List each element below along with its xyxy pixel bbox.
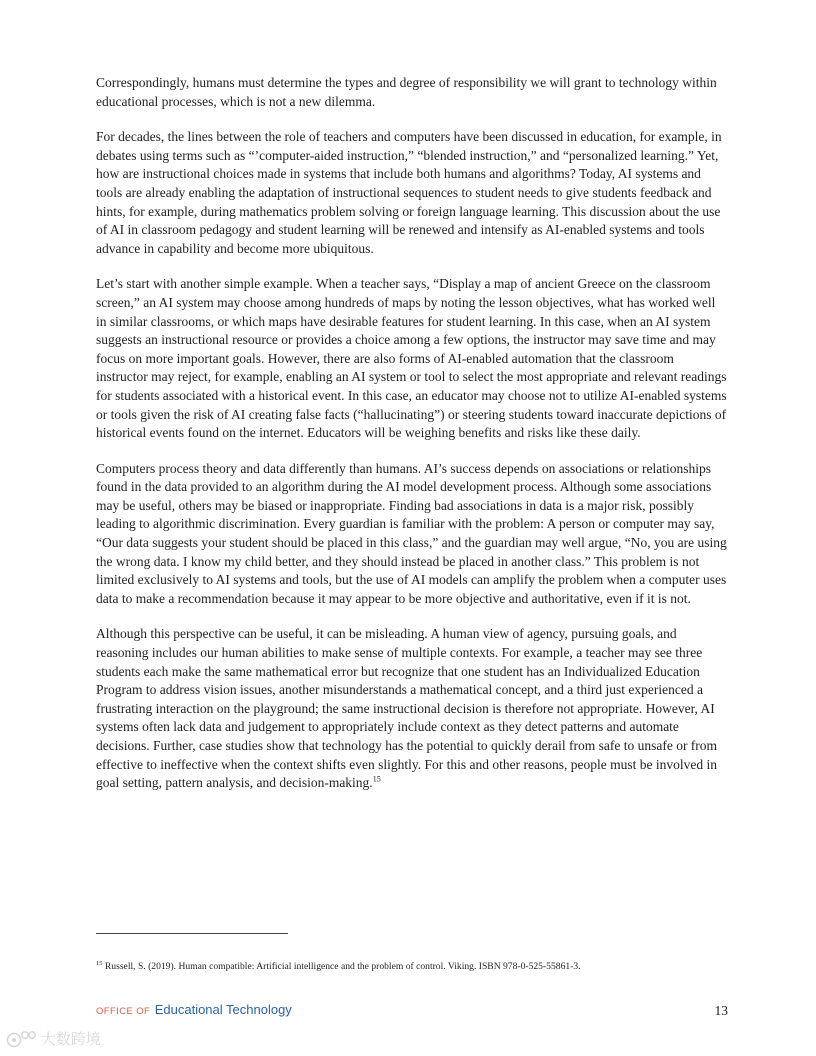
paragraph-2: For decades, the lines between the role of teachers and computers have been discussed in education, for example, in debates using terms such as “’computer-aided instruction,” “blended instruction,” and “personalized learning.” Yet, how are instructional choices made in systems that include both humans and algorithms? Today, AI systems and tools are already enabling the adaptation of instructional sequences to student needs to give students feedback and hints, for example, during mathematics problem solving or foreign language learning. This discussion about the use of AI in classroom pedagogy and student learning will be renewed and intensify as AI-enabled systems and tools advance in capability and become more ubiquitous. — [96, 129, 722, 256]
brand-prefix: OFFICE OF — [96, 1006, 151, 1017]
paragraph-3: Let’s start with another simple example. When a teacher says, “Display a map of ancient Greece on the classroom screen,” an AI system may choose among hundreds of maps by noting the lesson objectives, what has worked well in similar classrooms, or which maps have desirable features for student learning. In this case, when an AI system suggests an instructional resource or provides a choice among a few options, the instructor may save time and may focus on more important goals. However, there are also forms of AI-enabled automation that the classroom instructor may reject, for example, enabling an AI system or tool to select the most appropriate and relevant readings for students associated with a historical event. In this case, an educator may choose not to utilize AI-enabled systems or tools given the risk of AI creating false facts (“hallucinating”) or steering students toward inaccurate depictions of historical events found on the internet. Educators will be weighing benefits and risks like these daily. — [96, 276, 727, 441]
footnote-reference[interactable]: 15 — [372, 774, 381, 784]
body-text — [96, 74, 728, 810]
footnote — [96, 960, 736, 973]
footnote-number: 15 — [96, 959, 103, 967]
page-number: 13 — [714, 1003, 728, 1018]
paragraph-4: Computers process theory and data differently than humans. AI’s success depends on associations or relationships found in the data provided to an algorithm during the AI model development process. Although some associations may be useful, others may be biased or inappropriate. Finding bad associations in data is a major risk, possibly leading to algorithmic discrimination. Every guardian is familiar with the problem: A person or computer may say, “Our data suggests your student should be placed in this class,” and the guardian may well argue, “No, you are using the wrong data. I know my child better, and they should instead be placed in another class.” This problem is not limited exclusively to AI systems and tools, but the use of AI models can amplify the problem when a computer uses data to make a recommendation because it may appear to be more objective and authoritative, even if it is not. — [96, 460, 727, 606]
footnote-divider — [96, 933, 288, 934]
watermark-logo-icon — [6, 1030, 36, 1048]
watermark-text: 大数跨境 — [40, 1030, 101, 1048]
office-brand-logo — [96, 1001, 292, 1019]
footnote-text: Russell, S. (2019). Human compatible: Artificial intelligence and the problem of control. Viking. ISBN 978-0-525-55861-3. — [102, 961, 581, 972]
paragraph-1: Correspondingly, humans must determine the types and degree of responsibility we will grant to technology within educational processes, which is not a new dilemma. — [96, 75, 717, 109]
brand-name: Educational Technology — [154, 1002, 292, 1017]
watermark — [6, 1028, 101, 1050]
paragraph-5 — [96, 625, 728, 792]
paragraph-5-text: Although this perspective can be useful, it can be misleading. A human view of agency, pursuing goals, and reasoning includes our human abilities to make sense of multiple contexts. For example, a teacher may see three students each make the same mathematical error but recognize that one student has an Individualized Education Program to address vision issues, another misunderstands a mathematical concept, and a third just experienced a frustrating interaction on the playground; the same instructional decision is therefore not appropriate. However, AI systems often lack data and judgement to appropriately include context as they detect patterns and automate decisions. Further, case studies show that technology has the potential to quickly derail from safe to unsafe or from effective to ineffective when the context shifts even slightly. For this and other reasons, people must be involved in goal setting, pattern analysis, and decision-making. — [96, 626, 718, 791]
